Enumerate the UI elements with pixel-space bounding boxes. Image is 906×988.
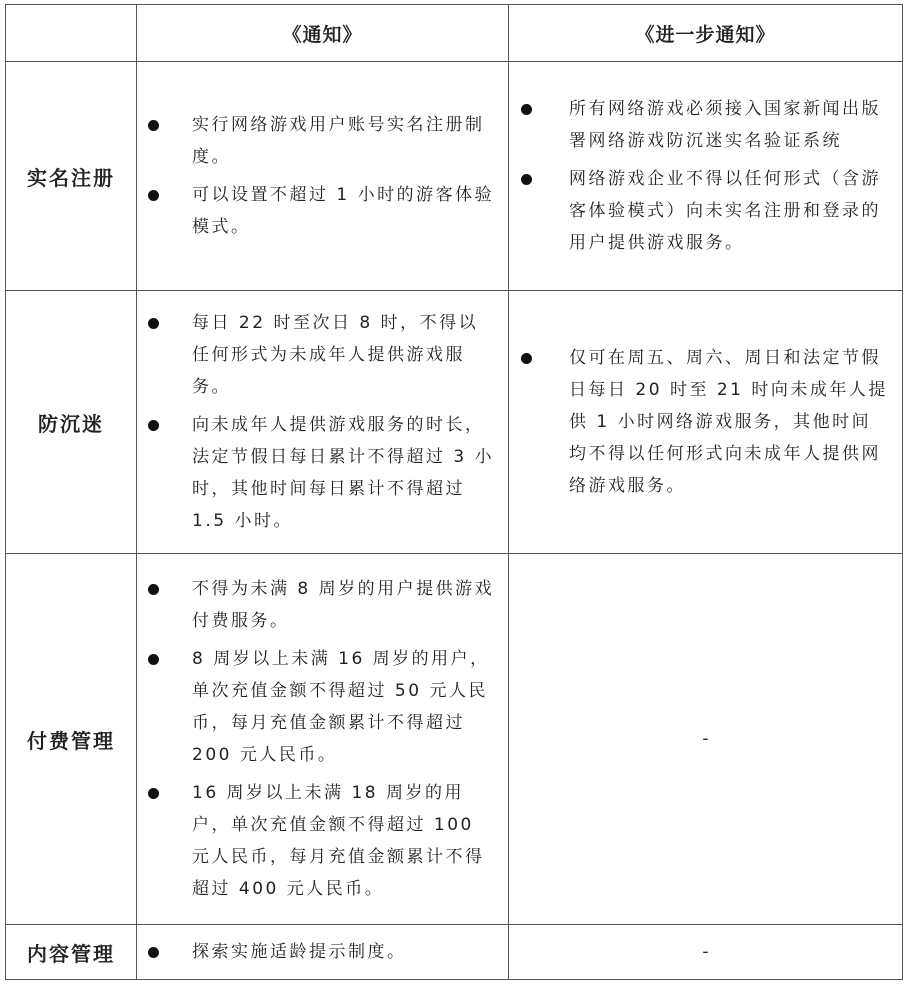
header-further-notice: 《进一步通知》 <box>509 5 903 62</box>
bullet-icon <box>148 947 159 958</box>
row-category: 实名注册 <box>6 62 137 291</box>
bullet-icon <box>148 788 159 799</box>
header-notice: 《通知》 <box>137 5 509 62</box>
list-item <box>137 936 496 968</box>
list-item <box>137 573 496 637</box>
notice-cell <box>137 291 509 554</box>
list-item-text: 不得为未满 8 周岁的用户提供游戏付费服务。 <box>192 579 495 631</box>
row-category: 付费管理 <box>6 554 137 925</box>
list-item-text: 所有网络游戏必须接入国家新闻出版署网络游戏防沉迷实名验证系统 <box>569 99 881 151</box>
table-row-real-name <box>6 62 903 291</box>
list-item-text: 16 周岁以上未满 18 周岁的用户，单次充值金额不得超过 100 元人民币，每月充值金额累计不得超过 400 元人民币。 <box>192 783 485 899</box>
bullet-icon <box>148 654 159 665</box>
list-item <box>509 93 890 157</box>
list-item-text: 可以设置不超过 1 小时的游客体验模式。 <box>192 185 495 237</box>
notice-cell <box>137 62 509 291</box>
row-category: 内容管理 <box>6 925 137 980</box>
table-row-content <box>6 925 903 980</box>
list-item <box>137 109 496 173</box>
list-item <box>137 777 496 905</box>
further-notice-cell <box>509 62 903 291</box>
list-item <box>137 179 496 243</box>
list-item-text: 实行网络游戏用户账号实名注册制度。 <box>192 115 485 167</box>
further-notice-empty: - <box>509 554 903 925</box>
list-item-text: 每日 22 时至次日 8 时，不得以任何形式为未成年人提供游戏服务。 <box>192 313 479 397</box>
further-notice-cell <box>509 291 903 554</box>
notice-cell <box>137 925 509 980</box>
list-item-text: 8 周岁以上未满 16 周岁的用户，单次充值金额不得超过 50 元人民币，每月充值金额累计不得超过 200 元人民币。 <box>192 649 490 765</box>
list-item <box>137 643 496 771</box>
bullet-icon <box>521 104 532 115</box>
bullet-icon <box>148 318 159 329</box>
list-item-text: 向未成年人提供游戏服务的时长，法定节假日每日累计不得超过 3 小时，其他时间每日累计不得超过 1.5 小时。 <box>192 415 495 531</box>
list-item <box>137 307 496 403</box>
header-category-cell <box>6 5 137 62</box>
list-item <box>509 342 890 502</box>
list-item <box>509 163 890 259</box>
bullet-icon <box>521 174 532 185</box>
list-item-text: 网络游戏企业不得以任何形式（含游客体验模式）向未实名注册和登录的用户提供游戏服务。 <box>569 169 881 253</box>
policy-comparison-table <box>5 4 903 980</box>
header-row <box>6 5 903 62</box>
bullet-icon <box>148 584 159 595</box>
bullet-icon <box>148 190 159 201</box>
list-item-text: 探索实施适龄提示制度。 <box>192 942 407 962</box>
table-row-anti-addiction <box>6 291 903 554</box>
bullet-icon <box>148 420 159 431</box>
further-notice-empty: - <box>509 925 903 980</box>
list-item <box>137 409 496 537</box>
row-category: 防沉迷 <box>6 291 137 554</box>
bullet-icon <box>521 353 532 364</box>
bullet-icon <box>148 120 159 131</box>
notice-cell <box>137 554 509 925</box>
list-item-text: 仅可在周五、周六、周日和法定节假日每日 20 时至 21 时向未成年人提供 1 小时网络游戏服务，其他时间均不得以任何形式向未成年人提供网络游戏服务。 <box>569 348 888 496</box>
table-row-payment <box>6 554 903 925</box>
